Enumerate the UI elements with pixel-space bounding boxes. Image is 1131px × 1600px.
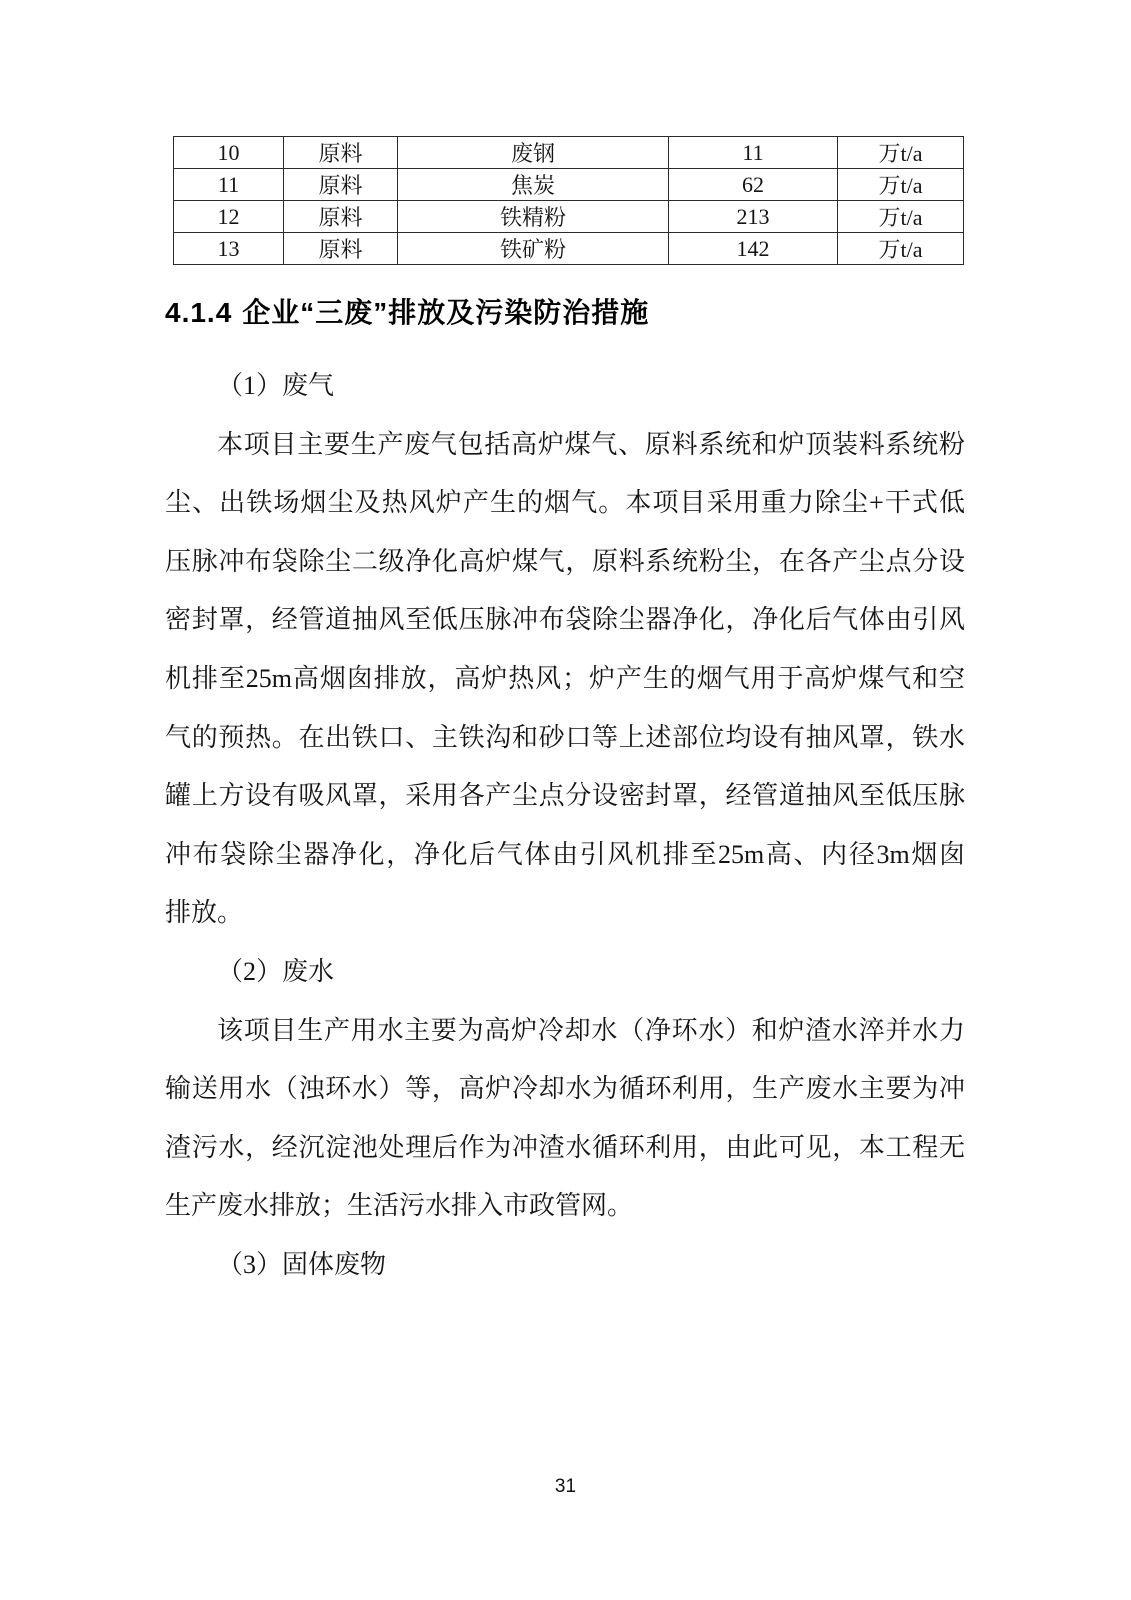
cell-no: 13 <box>174 233 284 265</box>
cell-category: 原料 <box>284 201 398 233</box>
cell-material-name: 铁矿粉 <box>398 233 669 265</box>
cell-unit: 万t/a <box>838 201 964 233</box>
paragraph-line: 输送用水（浊环水）等，高炉冷却水为循环利用，生产废水主要为冲 <box>165 1074 965 1104</box>
cell-value: 11 <box>669 137 838 169</box>
table-row <box>174 169 964 201</box>
cell-category: 原料 <box>284 169 398 201</box>
cell-unit: 万t/a <box>838 137 964 169</box>
section-subheading: （1）废气 <box>217 371 335 400</box>
cell-material-name: 铁精粉 <box>398 201 669 233</box>
cell-unit: 万t/a <box>838 169 964 201</box>
table-row <box>174 201 964 233</box>
paragraph-line: 本项目主要生产废气包括高炉煤气、原料系统和炉顶装料系统粉 <box>217 429 965 459</box>
materials-table <box>173 136 964 265</box>
paragraph-line: 冲布袋除尘器净化，净化后气体由引风机排至25m高、内径3m烟囱 <box>165 839 965 869</box>
paragraph-line: 渣污水，经沉淀池处理后作为冲渣水循环利用，由此可见，本工程无 <box>165 1132 965 1162</box>
cell-material-name: 废钢 <box>398 137 669 169</box>
materials-table-body <box>174 137 964 265</box>
paragraph-line: 排放。 <box>165 898 244 928</box>
document-body <box>165 357 965 1295</box>
paragraph-line: 压脉冲布袋除尘二级净化高炉煤气，原料系统粉尘，在各产尘点分设 <box>165 546 965 576</box>
section-heading <box>165 291 985 331</box>
cell-material-name: 焦炭 <box>398 169 669 201</box>
cell-no: 12 <box>174 201 284 233</box>
section-heading-number: 4.1.4 <box>165 297 233 328</box>
paragraph-line: 机排至25m高烟囱排放，高炉热风；炉产生的烟气用于高炉煤气和空 <box>165 663 965 693</box>
paragraph-line: 气的预热。在出铁口、主铁沟和砂口等上述部位均设有抽风罩，铁水 <box>165 722 965 752</box>
section-subheading: （3）固体废物 <box>217 1249 387 1279</box>
table-row <box>174 233 964 265</box>
cell-value: 213 <box>669 201 838 233</box>
paragraph-line: 生产废水排放；生活污水排入市政管网。 <box>165 1191 634 1221</box>
page-number: 31 <box>554 1476 577 1497</box>
cell-category: 原料 <box>284 137 398 169</box>
section-heading-title: 企业“三废”排放及污染防治措施 <box>242 297 650 328</box>
paragraph-line: 该项目生产用水主要为高炉冷却水（净环水）和炉渣水淬并水力 <box>217 1015 965 1045</box>
table-row <box>174 137 964 169</box>
cell-no: 10 <box>174 137 284 169</box>
paragraph-line: 密封罩，经管道抽风至低压脉冲布袋除尘器净化，净化后气体由引风 <box>165 605 965 635</box>
cell-unit: 万t/a <box>838 233 964 265</box>
cell-value: 142 <box>669 233 838 265</box>
cell-category: 原料 <box>284 233 398 265</box>
section-subheading: （2）废水 <box>217 956 335 986</box>
cell-value: 62 <box>669 169 838 201</box>
paragraph-line: 罐上方设有吸风罩，采用各产尘点分设密封罩，经管道抽风至低压脉 <box>165 781 965 811</box>
paragraph-line: 尘、出铁场烟尘及热风炉产生的烟气。本项目采用重力除尘+干式低 <box>165 488 965 518</box>
cell-no: 11 <box>174 169 284 201</box>
